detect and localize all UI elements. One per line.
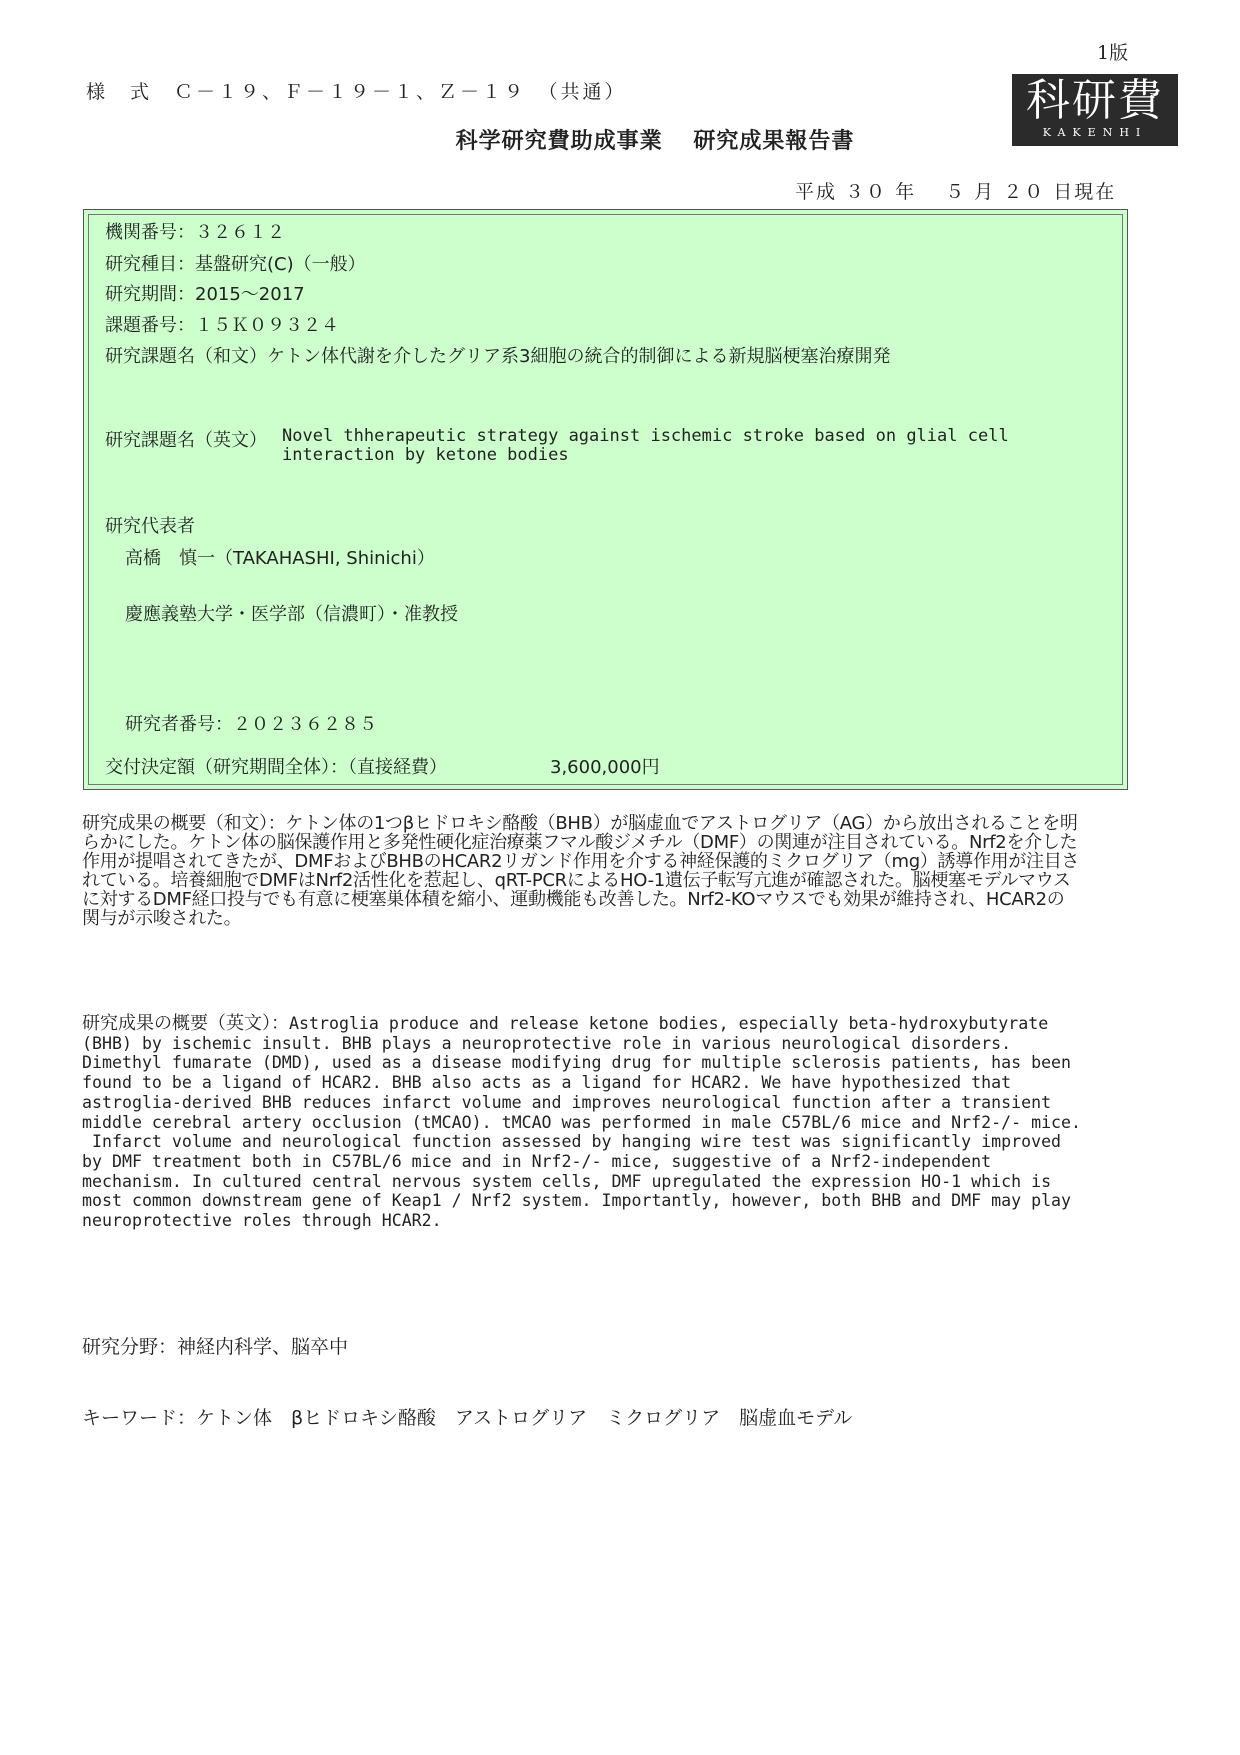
summary-ja-text: ケトン体の1つβヒドロキシ酪酸（BHB）が脳虚血でアストログリア（AG）から放出されることを明らかにした。ケトン体の脳保護作用と多発性硬化症治療薬フマル酸ジメチル（DMF）の関連が注目されている。Nrf2を介した作用が提唱されてきたが、DMFおよびBHBのHCAR2リガンド作用を介する神経保護的ミクログリア（mg）誘導作用が注目されている。培養細胞でDMFはNrf2活性化を惹起し、qRT-PCRによるHO-1遺伝子転写亢進が確認された。脳梗塞モデルマウスに対するDMF経口投与でも有意に梗塞巣体積を縮小、運動機能も改善した。Nrf2-KOマウスでも効果が維持され、HCAR2の関与が示唆された。 [82,813,1080,929]
report-date: 平成 ３０ 年 ５ 月 ２０ 日現在 [795,181,1117,203]
summary-en-line: middle cerebral artery occlusion (tMCAO). tMCAO was performed in male C57BL/6 mice and Nrf2-/- mice. [82,1112,1082,1132]
research-field: 研究分野：神経内科学、脳卒中 [82,1336,349,1358]
project-title-en-line-1: Novel thherapeutic strategy against ischemic stroke based on glial cell [282,426,1009,446]
project-title-en-label: 研究課題名（英文） [105,430,267,451]
summary-en-line: found to be a ligand of HCAR2. BHB also acts as a ligand for HCAR2. We have hypothesized that [82,1073,1012,1093]
researcher-number: 研究者番号：２０２３６２８５ [125,714,377,735]
summary-ja-label: 研究成果の概要（和文）： [82,813,286,834]
edition-label: 1版 [1097,42,1129,64]
grant-amount: 3,600,000円 [550,757,660,778]
page-title: 科学研究費助成事業 研究成果報告書 [455,129,855,154]
summary-english [82,1014,1082,1231]
summary-en-line: Astroglia produce and release ketone bodies, especially beta-hydroxybutyrate [289,1014,1049,1033]
grant-label: 交付決定額（研究期間全体）：（直接経費） [105,757,447,778]
research-category: 研究種目：基盤研究(C)（一般） [105,254,366,275]
representative-affiliation: 慶應義塾大学・医学部（信濃町）・准教授 [125,604,458,625]
representative-name: 高橋 慎一（TAKAHASHI, Shinichi） [125,548,435,569]
summary-en-label: 研究成果の概要（英文）： [82,1013,289,1034]
project-title-ja: 研究課題名（和文）ケトン体代謝を介したグリア系3細胞の統合的制御による新規脳梗塞治療開発 [105,346,891,367]
research-period: 研究期間：2015～2017 [105,284,305,305]
summary-en-line: Dimethyl fumarate (DMD), used as a disease modifying drug for multiple sclerosis patients, has been [82,1053,1072,1073]
summary-japanese [82,814,1082,928]
project-number: 課題番号：１５Ｋ０９３２４ [105,315,339,336]
summary-en-line: astroglia-derived BHB reduces infarct volume and improves neurological function after a transient [82,1092,1052,1112]
summary-en-line: mechanism. In cultured central nervous system cells, DMF upregulated the expression HO-1 which is [82,1171,1052,1191]
summary-en-line: neuroprotective roles through HCAR2. [82,1211,442,1231]
summary-en-line: most common downstream gene of Keap1 / Nrf2 system. Importantly, however, both BHB and DMF may play [82,1191,1072,1211]
keywords: キーワード：ケトン体 βヒドロキシ酪酸 アストログリア ミクログリア 脳虚血モデル [82,1407,853,1429]
logo-kanji: 科研費 [1026,75,1164,126]
summary-en-line: by DMF treatment both in C57BL/6 mice and in Nrf2-/- mice, suggestive of a Nrf2-independent [82,1151,992,1171]
institution-number: 機関番号：３２６１２ [105,222,285,243]
summary-en-line: (BHB) by ischemic insult. BHB plays a neuroprotective role in various neurological disorders. [82,1033,1012,1053]
form-number: 様 式 Ｃ－１９、Ｆ－１９－１、Ｚ－１９ （共通） [86,81,627,103]
representative-label: 研究代表者 [105,516,195,537]
project-title-en-line-2: interaction by ketone bodies [282,445,569,465]
summary-en-line: Infarct volume and neurological function assessed by hanging wire test was significantly improved [82,1132,1062,1152]
logo-roman: KAKENHI [1042,126,1148,139]
